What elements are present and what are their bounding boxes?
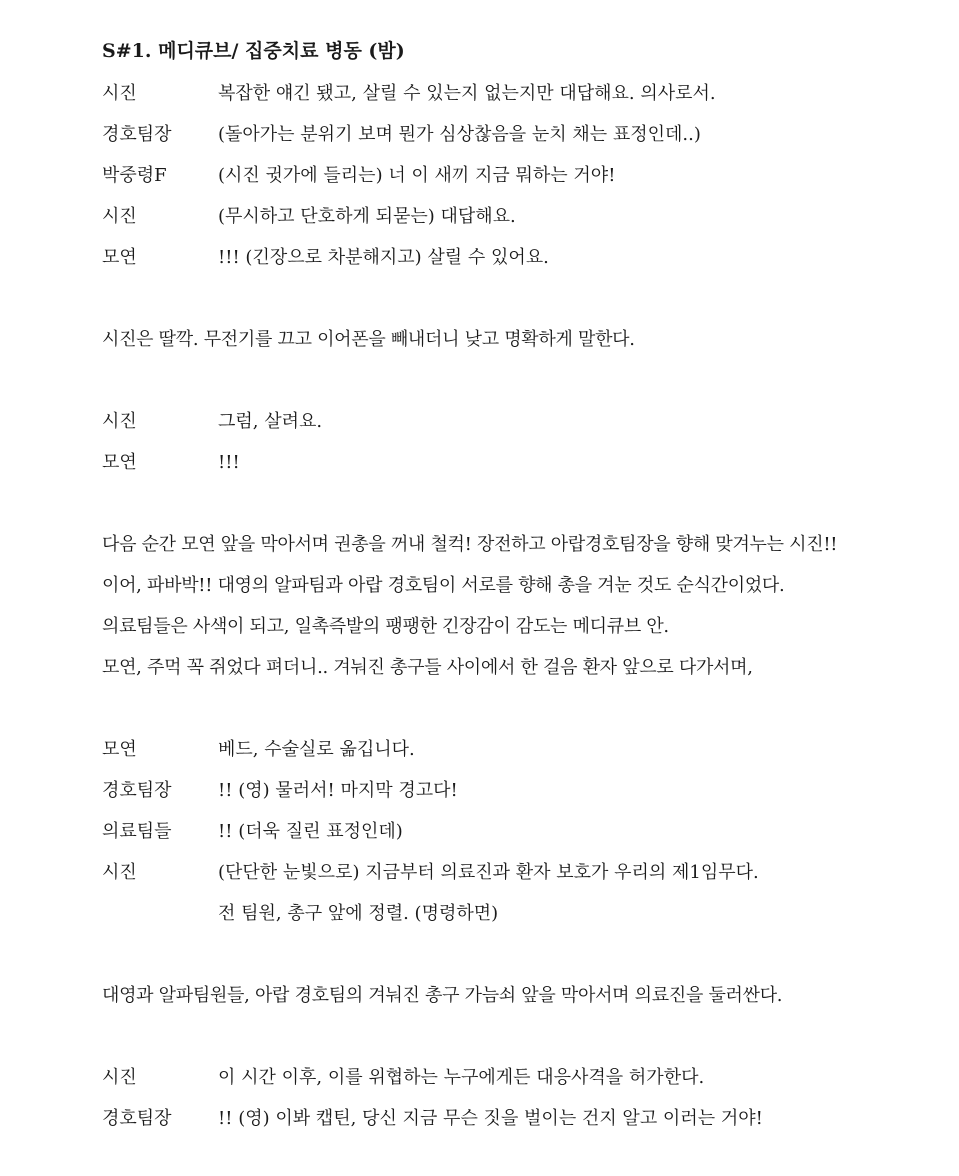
dialogue-text: (무시하고 단호하게 되묻는) 대답해요. xyxy=(218,206,516,227)
dialogue-line xyxy=(102,245,549,271)
speaker-name: 경호팀장 xyxy=(102,1108,172,1129)
dialogue-text: !! (더욱 질린 표정인데) xyxy=(218,821,403,842)
speaker-name: 모연 xyxy=(102,247,137,268)
speaker-name: 시진 xyxy=(102,411,137,432)
dialogue-text: !!! (긴장으로 차분해지고) 살릴 수 있어요. xyxy=(218,247,549,268)
dialogue-text: 그럼, 살려요. xyxy=(218,411,323,432)
dialogue-text: (단단한 눈빛으로) 지금부터 의료진과 환자 보호가 우리의 제1임무다. xyxy=(218,862,759,883)
dialogue-continuation: 전 팀원, 총구 앞에 정렬. (명령하면) xyxy=(218,903,499,924)
action-line: 의료팀들은 사색이 되고, 일촉즉발의 팽팽한 긴장감이 감도는 메디큐브 안. xyxy=(102,616,669,637)
dialogue-line xyxy=(102,1106,763,1132)
speaker-name: 경호팀장 xyxy=(102,124,172,145)
dialogue-line xyxy=(102,81,716,107)
dialogue-text: 베드, 수술실로 옮깁니다. xyxy=(218,739,415,760)
speaker-name: 시진 xyxy=(102,83,137,104)
dialogue-line xyxy=(102,163,615,189)
dialogue-line xyxy=(102,819,403,845)
speaker-name: 시진 xyxy=(102,1067,137,1088)
dialogue-text: (시진 귓가에 들리는) 너 이 새끼 지금 뭐하는 거야! xyxy=(218,165,616,186)
action-line: 모연, 주먹 꼭 쥐었다 펴더니.. 겨눠진 총구들 사이에서 한 걸음 환자 앞으로 다가서며, xyxy=(102,657,753,678)
action-line: 시진은 딸깍. 무전기를 끄고 이어폰을 빼내더니 낮고 명확하게 말한다. xyxy=(102,329,635,350)
action-line: 다음 순간 모연 앞을 막아서며 권총을 꺼내 철컥! 장전하고 아랍경호팀장을 향해 맞겨누는 시진!! xyxy=(102,534,838,555)
action-line: 이어, 파바박!! 대영의 알파팀과 아랍 경호팀이 서로를 향해 총을 겨눈 것도 순식간이었다. xyxy=(102,575,785,596)
dialogue-text: !! (영) 물러서! 마지막 경고다! xyxy=(218,780,458,801)
dialogue-line xyxy=(102,122,701,148)
speaker-name: 모연 xyxy=(102,739,137,760)
action-line: 대영과 알파팀원들, 아랍 경호팀의 겨눠진 총구 가늠쇠 앞을 막아서며 의료진을 둘러싼다. xyxy=(102,985,783,1006)
speaker-name: 박중령F xyxy=(102,165,167,186)
scene-heading: S#1. 메디큐브/ 집중치료 병동 (밤) xyxy=(102,40,405,62)
speaker-name: 시진 xyxy=(102,862,137,883)
dialogue-line xyxy=(102,204,516,230)
dialogue-text: (돌아가는 분위기 보며 뭔가 심상찮음을 눈치 채는 표정인데..) xyxy=(218,124,701,145)
dialogue-text: !!! xyxy=(218,452,240,473)
dialogue-line xyxy=(102,860,759,886)
dialogue-text: !! (영) 이봐 캡틴, 당신 지금 무슨 짓을 벌이는 건지 알고 이러는 거야! xyxy=(218,1108,763,1129)
dialogue-line xyxy=(102,737,415,763)
dialogue-line xyxy=(102,409,322,435)
dialogue-line xyxy=(102,1065,704,1091)
dialogue-text: 복잡한 얘긴 됐고, 살릴 수 있는지 없는지만 대답해요. 의사로서. xyxy=(218,83,716,104)
speaker-name: 모연 xyxy=(102,452,137,473)
speaker-name: 경호팀장 xyxy=(102,780,172,801)
dialogue-text: 이 시간 이후, 이를 위협하는 누구에게든 대응사격을 허가한다. xyxy=(218,1067,705,1088)
dialogue-line xyxy=(102,778,458,804)
dialogue-line xyxy=(102,450,240,476)
speaker-name: 시진 xyxy=(102,206,137,227)
speaker-name: 의료팀들 xyxy=(102,821,172,842)
